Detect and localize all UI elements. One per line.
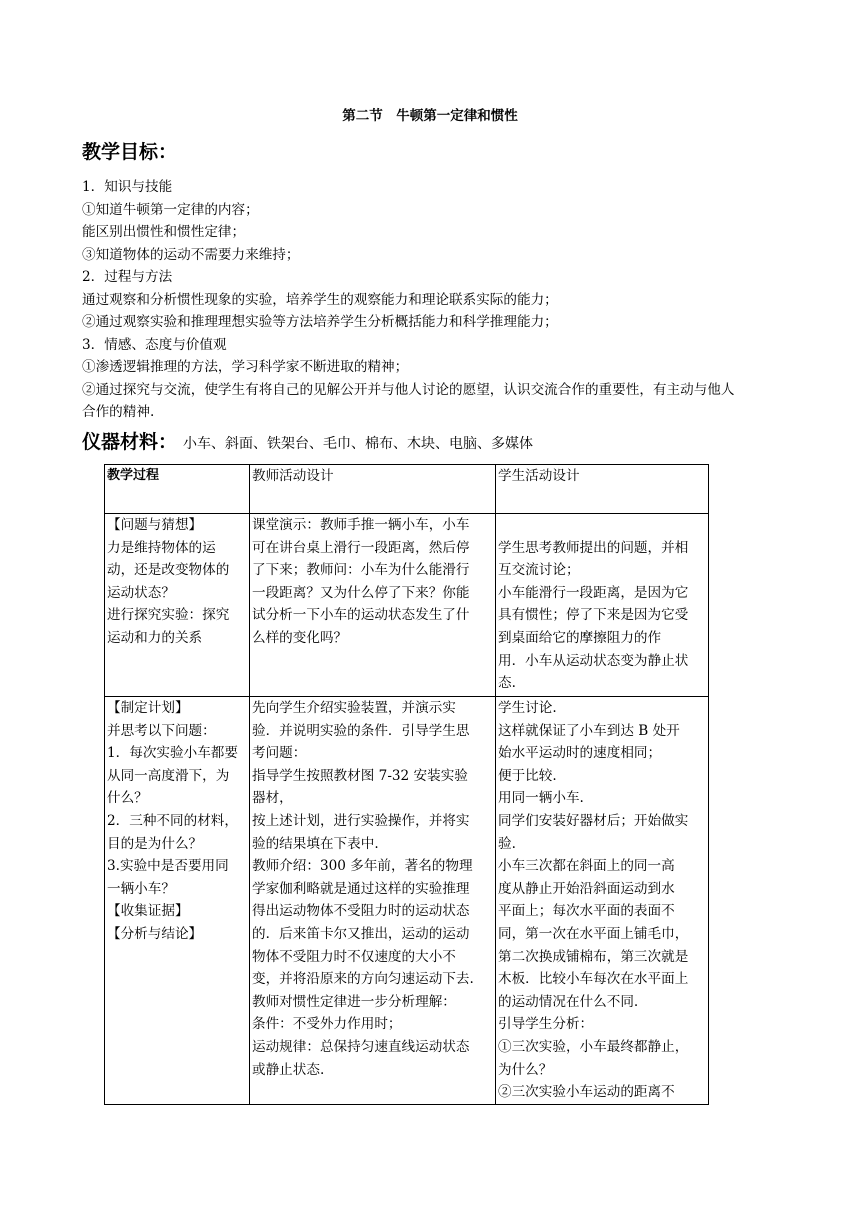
cell-line: 器材，: [252, 790, 293, 807]
cell-line: 始水平运动时的速度相同；: [498, 745, 662, 762]
cell-line: 便于比较.: [498, 767, 557, 784]
teacher-cell: [250, 697, 496, 1105]
table-header-row: [105, 465, 709, 514]
cell-line: 进行探究实验：探究: [107, 607, 230, 624]
cell-line: 试分析一下小车的运动状态发生了什: [252, 607, 470, 624]
cell-line: 【制定计划】: [107, 700, 189, 716]
section-title: 第二节 牛顿第一定律和惯性: [342, 108, 518, 124]
cell-line: 这样就保证了小车到达 B 处开: [498, 722, 680, 739]
objective-line: ②通过观察实验和推理理想实验等方法培养学生分析概括能力和科学推理能力；: [82, 314, 558, 330]
cell-line: 得出运动物体不受阻力时的运动状态: [252, 903, 470, 920]
objective-line: 能区别出惯性和惯性定律；: [82, 224, 246, 240]
cell-line: 动，还是改变物体的: [107, 562, 230, 579]
cell-line: 【问题与猜想】: [107, 517, 203, 533]
objectives-list: [82, 176, 742, 424]
cell-line: 力是维持物体的运: [107, 539, 216, 556]
cell-line: 一段距离？又为什么停了下来？你能: [252, 584, 470, 601]
cell-line: 一辆小车？: [107, 880, 175, 897]
cell-line: 物体不受阻力时不仅速度的大小不: [252, 948, 456, 965]
objective-line: ①知道牛顿第一定律的内容；: [82, 201, 259, 218]
objective-line: 2．过程与方法: [82, 269, 173, 285]
cell-line: 第二次换成铺棉布，第三次就是: [498, 948, 689, 965]
cell-line: 木板．比较小车每次在水平面上: [498, 971, 689, 988]
cell-line: 教师介绍：300 多年前，著名的物理: [252, 858, 473, 875]
teacher-cell: [250, 514, 496, 697]
cell-line: ①三次实验，小车最终都静止，: [498, 1038, 689, 1055]
cell-line: [498, 514, 706, 537]
cell-line: 用同一辆小车.: [498, 790, 584, 807]
cell-line: 平面上；每次水平面的表面不: [498, 903, 675, 920]
table-row: [105, 697, 709, 1105]
process-cell: [105, 697, 250, 1105]
cell-line: 验．并说明实验的条件．引导学生思: [252, 722, 470, 739]
cell-line: 同学们安装好器材后；开始做实: [498, 812, 689, 829]
cell-line: 什么？: [107, 790, 148, 807]
cell-line: 验的结果填在下表中.: [252, 835, 379, 852]
process-cell: [105, 514, 250, 697]
objective-line: 通过观察和分析惯性现象的实验，培养学生的观察能力和理论联系实际的能力；: [82, 291, 558, 308]
cell-line: 度从静止开始沿斜面运动到水: [498, 880, 675, 897]
student-cell: [496, 514, 709, 697]
student-cell: [496, 697, 709, 1105]
objective-line: 3．情感、态度与价值观: [82, 336, 227, 353]
cell-line: 为什么？: [498, 1061, 553, 1078]
cell-line: 考问题：: [252, 745, 307, 762]
cell-line: 目的是为什么？: [107, 835, 203, 852]
cell-line: 么样的变化吗？: [252, 629, 348, 646]
cell-line: 并思考以下问题：: [107, 722, 216, 739]
cell-line: 具有惯性；停了下来是因为它受: [498, 607, 689, 624]
header-process: 教学过程: [105, 465, 250, 514]
cell-line: 变，并将沿原来的方向匀速运动下去.: [252, 971, 474, 988]
objectives-heading: 教学目标：: [82, 141, 178, 163]
materials-label: 仪器材料：: [82, 431, 178, 453]
cell-line: 1．每次实验小车都要: [107, 745, 238, 762]
cell-line: 条件：不受外力作用时；: [252, 1016, 402, 1033]
cell-line: 态.: [498, 675, 516, 692]
lesson-table: [104, 464, 709, 1105]
cell-line: 运动状态？: [107, 584, 175, 601]
cell-line: 先向学生介绍实验装置，并演示实: [252, 700, 456, 716]
cell-line: ②三次实验小车运动的距离不: [498, 1084, 675, 1101]
header-student: 学生活动设计: [496, 465, 709, 514]
cell-line: 学生思考教师提出的问题，并相: [498, 539, 689, 556]
materials-text: 小车、斜面、铁架台、毛巾、棉布、木块、电脑、多媒体: [183, 436, 534, 452]
objective-line: ②通过探究与交流，使学生有将自己的见解公开并与他人讨论的愿望，认识交流合作的重要性，有主动与他人合作的精神.: [82, 381, 735, 420]
cell-line: 按上述计划，进行实验操作，并将实: [252, 812, 470, 829]
cell-line: 互交流讨论；: [498, 562, 580, 579]
table-row: [105, 514, 709, 697]
cell-line: 学生讨论.: [498, 700, 557, 716]
cell-line: 了下来；教师问：小车为什么能滑行: [252, 562, 470, 579]
cell-line: 教师对惯性定律进一步分析理解：: [252, 993, 456, 1010]
cell-line: 同，第一次在水平面上铺毛巾，: [498, 925, 689, 942]
objective-line: 1．知识与技能: [82, 179, 173, 195]
cell-line: 验.: [498, 835, 516, 852]
cell-line: 的运动情况在什么不同.: [498, 993, 639, 1010]
cell-line: 小车三次都在斜面上的同一高: [498, 858, 675, 875]
cell-line: 小车能滑行一段距离，是因为它: [498, 584, 689, 601]
cell-line: 或静止状态.: [252, 1061, 325, 1078]
materials-heading: [82, 430, 533, 456]
cell-line: 的．后来笛卡尔又推出，运动的运动: [252, 925, 470, 942]
cell-line: 2．三种不同的材料，: [107, 812, 238, 829]
cell-line: 3.实验中是否要用同: [107, 858, 229, 875]
header-teacher: 教师活动设计: [250, 465, 496, 514]
cell-line: 运动和力的关系: [107, 629, 203, 646]
cell-line: 到桌面给它的摩擦阻力的作: [498, 629, 662, 646]
cell-line: 指导学生按照教材图 7-32 安装实验: [252, 767, 468, 784]
cell-line: 用．小车从运动状态变为静止状: [498, 652, 689, 669]
cell-line: 学家伽利略就是通过这样的实验推理: [252, 880, 470, 897]
cell-line: 引导学生分析：: [498, 1016, 594, 1033]
cell-line: 【收集证据】: [107, 903, 189, 920]
objective-line: ③知道物体的运动不需要力来维持；: [82, 246, 300, 263]
cell-line: 课堂演示：教师手推一辆小车，小车: [252, 517, 470, 533]
objective-line: ①渗透逻辑推理的方法，学习科学家不断进取的精神；: [82, 359, 409, 375]
cell-line: 运动规律：总保持匀速直线运动状态: [252, 1038, 470, 1055]
cell-line: 从同一高度滑下，为: [107, 767, 230, 784]
cell-line: 【分析与结论】: [107, 925, 203, 942]
cell-line: 可在讲台桌上滑行一段距离，然后停: [252, 539, 470, 556]
